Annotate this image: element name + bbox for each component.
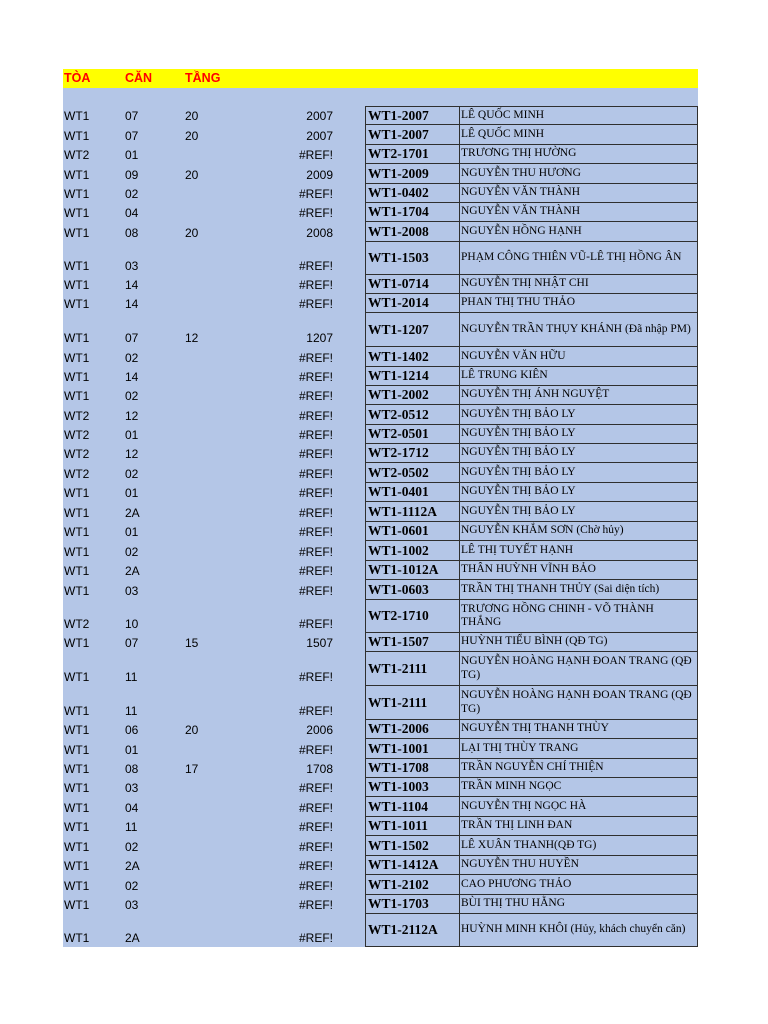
table-row bbox=[63, 425, 698, 444]
toa-cell: WT2 bbox=[64, 467, 90, 481]
unit-code-cell: WT1-0714 bbox=[365, 275, 460, 294]
owner-name-cell: CAO PHƯƠNG THẢO bbox=[459, 875, 698, 895]
owner-name-cell: NGUYỄN HOÀNG HẠNH ĐOAN TRANG (QĐ TG) bbox=[459, 652, 698, 686]
owner-name-cell: NGUYỄN KHẮM SƠN (Chờ hủy) bbox=[459, 522, 698, 541]
table-row bbox=[63, 600, 698, 633]
table-row bbox=[63, 386, 698, 405]
owner-name-cell: TRẦN THỊ LINH ĐAN bbox=[459, 817, 698, 836]
toa-cell: WT1 bbox=[64, 506, 90, 520]
owner-name-cell: NGUYỄN THỊ BẢO LY bbox=[459, 483, 698, 502]
owner-name-cell: LÊ TRUNG KIÊN bbox=[459, 367, 698, 386]
owner-name-cell: TRẦN NGUYỄN CHÍ THIỆN bbox=[459, 759, 698, 778]
table-row bbox=[63, 502, 698, 522]
toa-cell: WT1 bbox=[64, 840, 90, 854]
toa-cell: WT1 bbox=[64, 168, 90, 182]
table-row bbox=[63, 817, 698, 836]
unit-code-cell: WT1-1002 bbox=[365, 541, 460, 561]
toa-cell: WT1 bbox=[64, 859, 90, 873]
can-cell: 2A bbox=[125, 859, 140, 873]
table-row bbox=[63, 720, 698, 739]
can-cell: 02 bbox=[125, 389, 139, 403]
can-cell: 06 bbox=[125, 723, 139, 737]
value-cell: #REF! bbox=[298, 389, 333, 403]
owner-name-cell: NGUYỄN THỊ BẢO LY bbox=[459, 502, 698, 522]
unit-code-cell: WT1-1011 bbox=[365, 817, 460, 836]
toa-cell: WT1 bbox=[64, 704, 90, 718]
unit-code-cell: WT1-2111 bbox=[365, 652, 460, 686]
tang-cell: 20 bbox=[185, 168, 199, 182]
owner-name-cell: NGUYỄN VĂN THÀNH bbox=[459, 184, 698, 203]
unit-code-cell: WT2-1701 bbox=[365, 145, 460, 164]
can-cell: 04 bbox=[125, 801, 139, 815]
value-cell: #REF! bbox=[298, 670, 333, 684]
owner-name-cell: NGUYỄN THỊ BẢO LY bbox=[459, 463, 698, 483]
value-cell: #REF! bbox=[298, 506, 333, 520]
unit-code-cell: WT1-2007 bbox=[365, 125, 460, 145]
unit-code-cell: WT1-2002 bbox=[365, 386, 460, 405]
data-rows bbox=[63, 106, 698, 947]
toa-cell: WT1 bbox=[64, 129, 90, 143]
can-cell: 07 bbox=[125, 109, 139, 123]
table-row bbox=[63, 184, 698, 203]
owner-name-cell: LÊ QUỐC MINH bbox=[459, 106, 698, 125]
table-row bbox=[63, 580, 698, 600]
unit-code-cell: WT1-1704 bbox=[365, 203, 460, 222]
unit-code-cell: WT1-0601 bbox=[365, 522, 460, 541]
value-cell: #REF! bbox=[298, 278, 333, 292]
unit-code-cell: WT1-2007 bbox=[365, 106, 460, 125]
can-cell: 07 bbox=[125, 636, 139, 650]
value-cell: 2007 bbox=[306, 109, 333, 123]
value-cell: #REF! bbox=[298, 820, 333, 834]
unit-code-cell: WT1-1214 bbox=[365, 367, 460, 386]
toa-cell: WT1 bbox=[64, 545, 90, 559]
value-cell: #REF! bbox=[298, 898, 333, 912]
toa-cell: WT2 bbox=[64, 617, 90, 631]
value-cell: #REF! bbox=[298, 564, 333, 578]
owner-name-cell: NGUYỄN THỊ BẢO LY bbox=[459, 405, 698, 425]
can-cell: 03 bbox=[125, 584, 139, 598]
toa-cell: WT1 bbox=[64, 879, 90, 893]
value-cell: #REF! bbox=[298, 931, 333, 945]
table-row bbox=[63, 313, 698, 347]
toa-cell: WT1 bbox=[64, 670, 90, 684]
toa-cell: WT2 bbox=[64, 447, 90, 461]
can-cell: 2A bbox=[125, 506, 140, 520]
unit-code-cell: WT2-1712 bbox=[365, 444, 460, 463]
owner-name-cell: HUỲNH MINH KHÔI (Hủy, khách chuyển căn) bbox=[459, 914, 698, 947]
table-row bbox=[63, 686, 698, 720]
tang-cell: 20 bbox=[185, 129, 199, 143]
unit-code-cell: WT1-0603 bbox=[365, 580, 460, 600]
table-row bbox=[63, 797, 698, 817]
value-cell: #REF! bbox=[298, 187, 333, 201]
owner-name-cell: PHẠM CÔNG THIÊN VŨ-LÊ THỊ HỒNG ÂN bbox=[459, 242, 698, 275]
toa-cell: WT2 bbox=[64, 148, 90, 162]
can-cell: 01 bbox=[125, 148, 139, 162]
value-cell: 1507 bbox=[306, 636, 333, 650]
toa-cell: WT1 bbox=[64, 187, 90, 201]
owner-name-cell: BÙI THỊ THU HẰNG bbox=[459, 895, 698, 914]
value-cell: 2006 bbox=[306, 723, 333, 737]
toa-cell: WT1 bbox=[64, 226, 90, 240]
header-can: CĂN bbox=[125, 71, 153, 85]
owner-name-cell: THÂN HUỲNH VĨNH BẢO bbox=[459, 561, 698, 580]
owner-name-cell: LẠI THỊ THÙY TRANG bbox=[459, 739, 698, 759]
owner-name-cell: NGUYỄN VĂN HỮU bbox=[459, 347, 698, 367]
can-cell: 03 bbox=[125, 781, 139, 795]
unit-code-cell: WT1-1708 bbox=[365, 759, 460, 778]
table-row bbox=[63, 652, 698, 686]
value-cell: #REF! bbox=[298, 259, 333, 273]
toa-cell: WT2 bbox=[64, 409, 90, 423]
can-cell: 02 bbox=[125, 879, 139, 893]
unit-code-cell: WT1-2006 bbox=[365, 720, 460, 739]
can-cell: 02 bbox=[125, 545, 139, 559]
owner-name-cell: NGUYỄN THU HƯƠNG bbox=[459, 164, 698, 184]
value-cell: #REF! bbox=[298, 428, 333, 442]
value-cell: #REF! bbox=[298, 545, 333, 559]
value-cell: #REF! bbox=[298, 206, 333, 220]
toa-cell: WT1 bbox=[64, 525, 90, 539]
toa-cell: WT1 bbox=[64, 331, 90, 345]
unit-code-cell: WT1-2014 bbox=[365, 294, 460, 313]
unit-code-cell: WT1-1012A bbox=[365, 561, 460, 580]
toa-cell: WT1 bbox=[64, 898, 90, 912]
unit-code-cell: WT1-1003 bbox=[365, 778, 460, 797]
toa-cell: WT1 bbox=[64, 820, 90, 834]
unit-code-cell: WT1-2008 bbox=[365, 222, 460, 242]
can-cell: 11 bbox=[125, 820, 138, 834]
value-cell: 2007 bbox=[306, 129, 333, 143]
toa-cell: WT1 bbox=[64, 351, 90, 365]
toa-cell: WT1 bbox=[64, 584, 90, 598]
owner-name-cell: NGUYỄN THỊ NGỌC HÀ bbox=[459, 797, 698, 817]
table-row bbox=[63, 222, 698, 242]
owner-name-cell: NGUYỄN THU HUYỀN bbox=[459, 856, 698, 875]
blank-row bbox=[63, 88, 698, 106]
table-row bbox=[63, 242, 698, 275]
owner-name-cell: NGUYỄN THỊ ÁNH NGUYỆT bbox=[459, 386, 698, 405]
can-cell: 02 bbox=[125, 187, 139, 201]
unit-code-cell: WT1-1112A bbox=[365, 502, 460, 522]
toa-cell: WT1 bbox=[64, 389, 90, 403]
value-cell: #REF! bbox=[298, 467, 333, 481]
unit-code-cell: WT1-0401 bbox=[365, 483, 460, 502]
unit-code-cell: WT2-0512 bbox=[365, 405, 460, 425]
value-cell: #REF! bbox=[298, 859, 333, 873]
unit-code-cell: WT2-0501 bbox=[365, 425, 460, 444]
table-row bbox=[63, 125, 698, 145]
value-cell: 2008 bbox=[306, 226, 333, 240]
table-row bbox=[63, 444, 698, 463]
unit-code-cell: WT1-1412A bbox=[365, 856, 460, 875]
unit-code-cell: WT1-2111 bbox=[365, 686, 460, 720]
value-cell: #REF! bbox=[298, 447, 333, 461]
table-row bbox=[63, 914, 698, 947]
owner-name-cell: NGUYỄN THỊ THANH THÙY bbox=[459, 720, 698, 739]
owner-name-cell: NGUYỄN TRẦN THỤY KHÁNH (Đã nhập PM) bbox=[459, 313, 698, 347]
owner-name-cell: NGUYỄN THỊ NHẬT CHI bbox=[459, 275, 698, 294]
header-row bbox=[63, 69, 698, 88]
table-row bbox=[63, 541, 698, 561]
tang-cell: 20 bbox=[185, 723, 199, 737]
can-cell: 01 bbox=[125, 428, 139, 442]
toa-cell: WT1 bbox=[64, 762, 90, 776]
can-cell: 12 bbox=[125, 447, 139, 461]
value-cell: #REF! bbox=[298, 370, 333, 384]
value-cell: #REF! bbox=[298, 351, 333, 365]
tang-cell: 12 bbox=[185, 331, 199, 345]
unit-code-cell: WT1-1502 bbox=[365, 836, 460, 856]
can-cell: 14 bbox=[125, 370, 139, 384]
can-cell: 07 bbox=[125, 331, 139, 345]
table-row bbox=[63, 633, 698, 652]
table-row bbox=[63, 294, 698, 313]
value-cell: 1207 bbox=[306, 331, 333, 345]
can-cell: 14 bbox=[125, 297, 139, 311]
table-row bbox=[63, 164, 698, 184]
spreadsheet bbox=[63, 69, 698, 947]
owner-name-cell: TRƯƠNG HỒNG CHINH - VÕ THÀNH THẮNG bbox=[459, 600, 698, 633]
can-cell: 03 bbox=[125, 259, 139, 273]
value-cell: #REF! bbox=[298, 148, 333, 162]
tang-cell: 20 bbox=[185, 226, 199, 240]
table-row bbox=[63, 561, 698, 580]
value-cell: #REF! bbox=[298, 704, 333, 718]
value-cell: #REF! bbox=[298, 617, 333, 631]
can-cell: 10 bbox=[125, 617, 139, 631]
unit-code-cell: WT1-2112A bbox=[365, 914, 460, 947]
value-cell: #REF! bbox=[298, 409, 333, 423]
value-cell: #REF! bbox=[298, 781, 333, 795]
table-row bbox=[63, 522, 698, 541]
can-cell: 09 bbox=[125, 168, 139, 182]
unit-code-cell: WT1-1402 bbox=[365, 347, 460, 367]
table-row bbox=[63, 106, 698, 125]
can-cell: 01 bbox=[125, 486, 139, 500]
owner-name-cell: NGUYỄN VĂN THÀNH bbox=[459, 203, 698, 222]
table-row bbox=[63, 856, 698, 875]
toa-cell: WT1 bbox=[64, 723, 90, 737]
value-cell: #REF! bbox=[298, 840, 333, 854]
toa-cell: WT1 bbox=[64, 109, 90, 123]
owner-name-cell: PHAN THỊ THU THẢO bbox=[459, 294, 698, 313]
table-row bbox=[63, 778, 698, 797]
unit-code-cell: WT1-1207 bbox=[365, 313, 460, 347]
value-cell: #REF! bbox=[298, 801, 333, 815]
table-row bbox=[63, 875, 698, 895]
owner-name-cell: HUỲNH TIỂU BÌNH (QĐ TG) bbox=[459, 633, 698, 652]
value-cell: #REF! bbox=[298, 486, 333, 500]
table-row bbox=[63, 759, 698, 778]
unit-code-cell: WT1-2009 bbox=[365, 164, 460, 184]
can-cell: 08 bbox=[125, 226, 139, 240]
unit-code-cell: WT1-1001 bbox=[365, 739, 460, 759]
owner-name-cell: LÊ THỊ TUYẾT HẠNH bbox=[459, 541, 698, 561]
unit-code-cell: WT2-0502 bbox=[365, 463, 460, 483]
value-cell: 1708 bbox=[306, 762, 333, 776]
tang-cell: 17 bbox=[185, 762, 199, 776]
unit-code-cell: WT1-1507 bbox=[365, 633, 460, 652]
header-toa: TÒA bbox=[64, 71, 91, 85]
can-cell: 04 bbox=[125, 206, 139, 220]
toa-cell: WT1 bbox=[64, 370, 90, 384]
unit-code-cell: WT1-2102 bbox=[365, 875, 460, 895]
toa-cell: WT1 bbox=[64, 931, 90, 945]
can-cell: 11 bbox=[125, 670, 138, 684]
can-cell: 12 bbox=[125, 409, 139, 423]
can-cell: 2A bbox=[125, 564, 140, 578]
toa-cell: WT1 bbox=[64, 743, 90, 757]
tang-cell: 15 bbox=[185, 636, 199, 650]
can-cell: 14 bbox=[125, 278, 139, 292]
unit-code-cell: WT2-1710 bbox=[365, 600, 460, 633]
value-cell: 2009 bbox=[306, 168, 333, 182]
owner-name-cell: TRẦN MINH NGỌC bbox=[459, 778, 698, 797]
table-row bbox=[63, 483, 698, 502]
can-cell: 02 bbox=[125, 467, 139, 481]
toa-cell: WT1 bbox=[64, 278, 90, 292]
table-row bbox=[63, 203, 698, 222]
table-row bbox=[63, 463, 698, 483]
owner-name-cell: TRƯƠNG THỊ HƯỜNG bbox=[459, 145, 698, 164]
table-row bbox=[63, 739, 698, 759]
toa-cell: WT2 bbox=[64, 428, 90, 442]
table-row bbox=[63, 405, 698, 425]
toa-cell: WT1 bbox=[64, 636, 90, 650]
toa-cell: WT1 bbox=[64, 564, 90, 578]
value-cell: #REF! bbox=[298, 525, 333, 539]
toa-cell: WT1 bbox=[64, 781, 90, 795]
tang-cell: 20 bbox=[185, 109, 199, 123]
header-tang: TẦNG bbox=[185, 71, 221, 85]
toa-cell: WT1 bbox=[64, 297, 90, 311]
table-row bbox=[63, 275, 698, 294]
table-row bbox=[63, 895, 698, 914]
table-row bbox=[63, 347, 698, 367]
owner-name-cell: TRẦN THỊ THANH THỦY (Sai diện tích) bbox=[459, 580, 698, 600]
owner-name-cell: LÊ QUỐC MINH bbox=[459, 125, 698, 145]
can-cell: 03 bbox=[125, 898, 139, 912]
toa-cell: WT1 bbox=[64, 801, 90, 815]
toa-cell: WT1 bbox=[64, 259, 90, 273]
value-cell: #REF! bbox=[298, 584, 333, 598]
can-cell: 02 bbox=[125, 351, 139, 365]
can-cell: 07 bbox=[125, 129, 139, 143]
unit-code-cell: WT1-1104 bbox=[365, 797, 460, 817]
owner-name-cell: LÊ XUÂN THANH(QĐ TG) bbox=[459, 836, 698, 856]
value-cell: #REF! bbox=[298, 297, 333, 311]
can-cell: 02 bbox=[125, 840, 139, 854]
toa-cell: WT1 bbox=[64, 206, 90, 220]
can-cell: 08 bbox=[125, 762, 139, 776]
table-row bbox=[63, 836, 698, 856]
can-cell: 11 bbox=[125, 704, 138, 718]
table-row bbox=[63, 367, 698, 386]
owner-name-cell: NGUYỄN THỊ BẢO LY bbox=[459, 444, 698, 463]
owner-name-cell: NGUYỄN HOÀNG HẠNH ĐOAN TRANG (QĐ TG) bbox=[459, 686, 698, 720]
can-cell: 01 bbox=[125, 743, 139, 757]
unit-code-cell: WT1-1503 bbox=[365, 242, 460, 275]
toa-cell: WT1 bbox=[64, 486, 90, 500]
unit-code-cell: WT1-1703 bbox=[365, 895, 460, 914]
unit-code-cell: WT1-0402 bbox=[365, 184, 460, 203]
value-cell: #REF! bbox=[298, 879, 333, 893]
value-cell: #REF! bbox=[298, 743, 333, 757]
table-row bbox=[63, 145, 698, 164]
can-cell: 2A bbox=[125, 931, 140, 945]
owner-name-cell: NGUYỄN THỊ BẢO LY bbox=[459, 425, 698, 444]
owner-name-cell: NGUYỄN HỒNG HẠNH bbox=[459, 222, 698, 242]
can-cell: 01 bbox=[125, 525, 139, 539]
